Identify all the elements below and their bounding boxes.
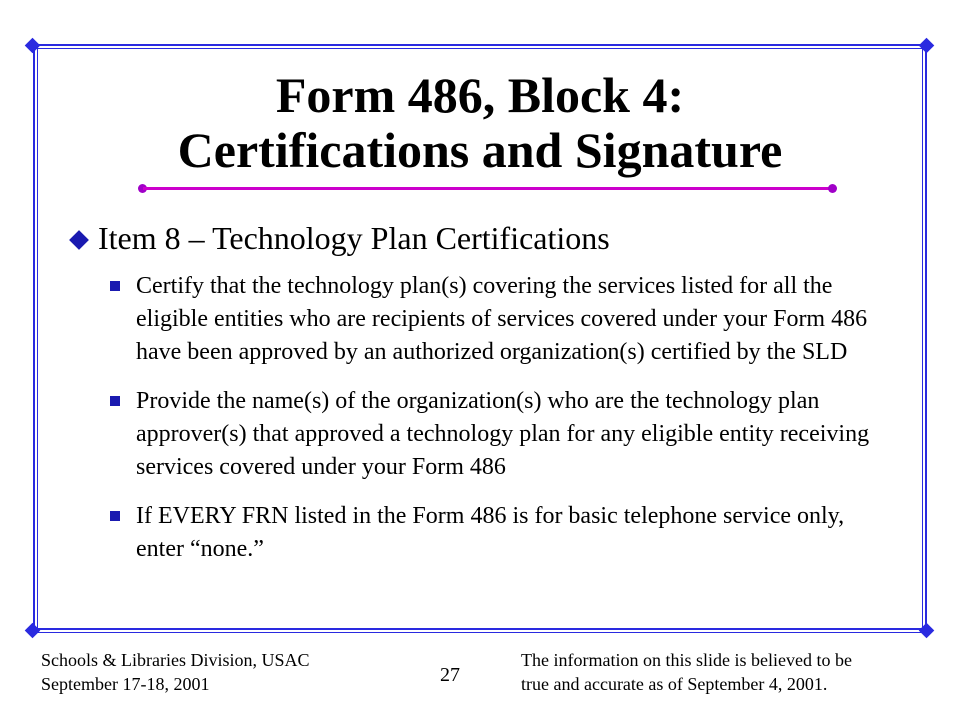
title-line-1: Form 486, Block 4: — [275, 67, 685, 123]
square-bullet-icon — [110, 511, 120, 521]
bullet-text: Provide the name(s) of the organization(s) who are the technology plan approver(s) that approved a technology plan for any eligible entity receiving services covered under your Form 486 — [136, 388, 870, 480]
title-rule — [143, 187, 832, 190]
square-bullet-icon — [110, 281, 120, 291]
footer-organization: Schools & Libraries Division, USAC — [41, 650, 310, 670]
frame-bottom-line — [30, 628, 930, 630]
bullet-item — [108, 500, 898, 566]
frame-top-line-inner — [30, 48, 930, 49]
footer-disclaimer-line-1: The information on this slide is believed to be — [521, 650, 852, 670]
page-number: 27 — [440, 664, 460, 686]
footer-left — [41, 648, 310, 696]
diamond-bullet-icon — [69, 230, 89, 250]
bullet-text: Certify that the technology plan(s) covering the services listed for all the eligible entities who are recipients of services covered under your Form 486 have been approved by an authorized organization(s) certified by the SLD — [136, 273, 868, 365]
slide-title — [0, 68, 960, 178]
title-line-2: Certifications and Signature — [177, 122, 783, 178]
bullet-text: If EVERY FRN listed in the Form 486 is for basic telephone service only, enter “none.” — [136, 503, 845, 562]
item-heading-text: Item 8 – Technology Plan Certifications — [98, 220, 610, 256]
bullet-item — [108, 270, 898, 369]
frame-bottom-line-inner — [30, 632, 930, 633]
square-bullet-icon — [110, 396, 120, 406]
footer-disclaimer — [521, 648, 941, 696]
footer-disclaimer-line-2: true and accurate as of September 4, 2001. — [521, 674, 828, 694]
bullet-item — [108, 385, 898, 484]
bullet-list — [108, 270, 898, 582]
item-heading — [66, 218, 610, 258]
frame-top-line — [30, 44, 930, 46]
footer-date: September 17-18, 2001 — [41, 674, 210, 694]
title-rule-right-dot — [828, 184, 837, 193]
